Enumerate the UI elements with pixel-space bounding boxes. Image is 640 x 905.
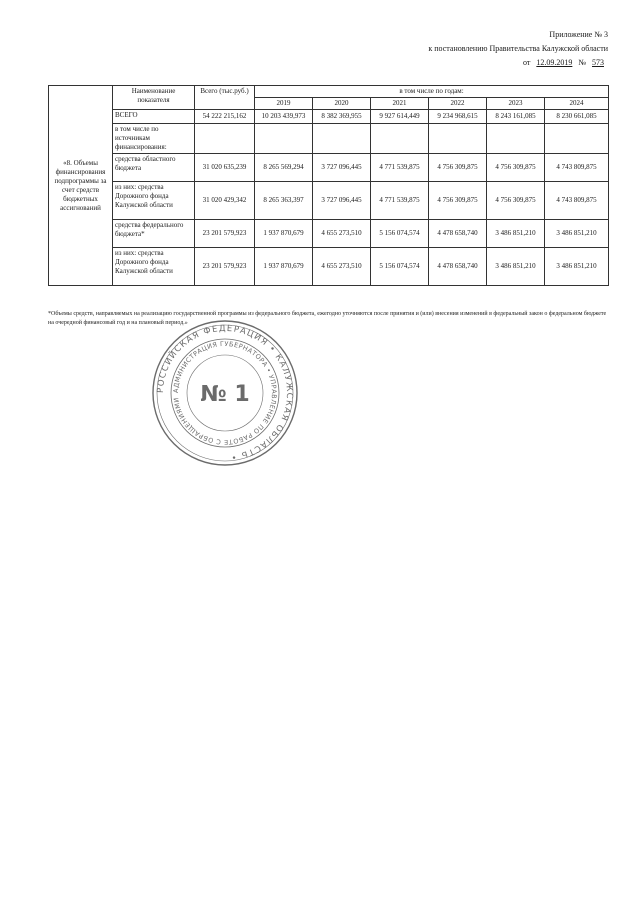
col-header-name: Наименование показателя xyxy=(113,86,195,110)
year-header: 2019 xyxy=(255,98,313,110)
row-total: 23 201 579,923 xyxy=(195,220,255,248)
year-value: 4 478 658,740 xyxy=(429,220,487,248)
year-value xyxy=(255,124,313,154)
year-value: 4 655 273,510 xyxy=(313,248,371,286)
year-value: 4 771 539,875 xyxy=(371,182,429,220)
year-header: 2023 xyxy=(487,98,545,110)
year-value: 1 937 870,679 xyxy=(255,220,313,248)
from-label: от xyxy=(522,58,531,67)
year-value: 4 756 309,875 xyxy=(487,154,545,182)
year-value: 3 486 851,210 xyxy=(545,220,609,248)
year-header: 2024 xyxy=(545,98,609,110)
seal-graphic xyxy=(150,318,300,468)
table-row xyxy=(49,248,609,286)
year-value: 4 478 658,740 xyxy=(429,248,487,286)
table-row xyxy=(49,154,609,182)
year-value: 1 937 870,679 xyxy=(255,248,313,286)
resolution-reference: к постановлению Правительства Калужской области xyxy=(428,44,608,53)
year-header: 2020 xyxy=(313,98,371,110)
year-header: 2021 xyxy=(371,98,429,110)
row-name: из них: средства Дорожного фонда Калужской области xyxy=(113,248,195,286)
year-value: 8 230 661,085 xyxy=(545,110,609,124)
year-value: 4 756 309,875 xyxy=(487,182,545,220)
seal-outer-text: РОССИЙСКАЯ ФЕДЕРАЦИЯ • КАЛУЖСКАЯ ОБЛАСТЬ • xyxy=(155,323,295,462)
row-total: 31 020 429,342 xyxy=(195,182,255,220)
row-name: в том числе по источникам финансирования: xyxy=(113,124,195,154)
year-value: 4 756 309,875 xyxy=(429,182,487,220)
year-value: 3 727 096,445 xyxy=(313,182,371,220)
resolution-date: 12.09.2019 xyxy=(536,58,573,67)
row-total: 54 222 215,162 xyxy=(195,110,255,124)
resolution-number: 573 xyxy=(592,58,604,67)
financing-table xyxy=(48,85,609,286)
row-total: 31 020 635,239 xyxy=(195,154,255,182)
footnote: *Объемы средств, направляемых на реализацию государственной программы из федерального бюджета, ежегодно уточняются после принятия и (или) внесения изменений в федеральный закон о федеральном бюджете на очередной финансовый год и на плановый период.» xyxy=(48,311,607,326)
year-value: 9 927 614,449 xyxy=(371,110,429,124)
row-name: средства федерального бюджета* xyxy=(113,220,195,248)
year-value: 9 234 968,615 xyxy=(429,110,487,124)
year-value: 4 743 809,875 xyxy=(545,182,609,220)
row-name: из них: средства Дорожного фонда Калужской области xyxy=(113,182,195,220)
year-value: 3 486 851,210 xyxy=(545,248,609,286)
year-value: 8 265 363,397 xyxy=(255,182,313,220)
number-label: № xyxy=(578,58,586,67)
year-header: 2022 xyxy=(429,98,487,110)
year-value: 8 382 369,955 xyxy=(313,110,371,124)
section-label: «8. Объемы финансирования подпрограммы за счет средств бюджетных ассигнований xyxy=(49,86,113,286)
seal-inner-text: АДМИНИСТРАЦИЯ ГУБЕРНАТОРА • УПРАВЛЕНИЕ ПО РАБОТЕ С ОБРАЩЕНИЯМИ xyxy=(171,339,279,447)
year-value xyxy=(371,124,429,154)
official-seal xyxy=(150,318,300,468)
year-value: 4 756 309,875 xyxy=(429,154,487,182)
row-total: 23 201 579,923 xyxy=(195,248,255,286)
table-row xyxy=(49,124,609,154)
seal-center-text: № 1 xyxy=(200,382,250,407)
year-value xyxy=(313,124,371,154)
document-header xyxy=(428,28,608,70)
table-row xyxy=(49,110,609,124)
table-row xyxy=(49,220,609,248)
row-name: ВСЕГО xyxy=(113,110,195,124)
table-row xyxy=(49,182,609,220)
year-value: 8 265 569,294 xyxy=(255,154,313,182)
year-value: 5 156 074,574 xyxy=(371,248,429,286)
date-number-line xyxy=(428,56,608,70)
year-value: 8 243 161,085 xyxy=(487,110,545,124)
year-value: 3 727 096,445 xyxy=(313,154,371,182)
row-total xyxy=(195,124,255,154)
year-value: 3 486 851,210 xyxy=(487,220,545,248)
year-value xyxy=(429,124,487,154)
col-header-years-group: в том числе по годам: xyxy=(255,86,609,98)
year-value: 4 771 539,875 xyxy=(371,154,429,182)
table-header-row xyxy=(49,86,609,98)
row-name: средства областного бюджета xyxy=(113,154,195,182)
year-value: 10 203 439,973 xyxy=(255,110,313,124)
col-header-total: Всего (тыс.руб.) xyxy=(195,86,255,110)
year-value: 5 156 074,574 xyxy=(371,220,429,248)
year-value: 4 655 273,510 xyxy=(313,220,371,248)
year-value: 4 743 809,875 xyxy=(545,154,609,182)
year-value: 3 486 851,210 xyxy=(487,248,545,286)
year-value xyxy=(545,124,609,154)
appendix-title: Приложение № 3 xyxy=(549,30,608,39)
year-value xyxy=(487,124,545,154)
